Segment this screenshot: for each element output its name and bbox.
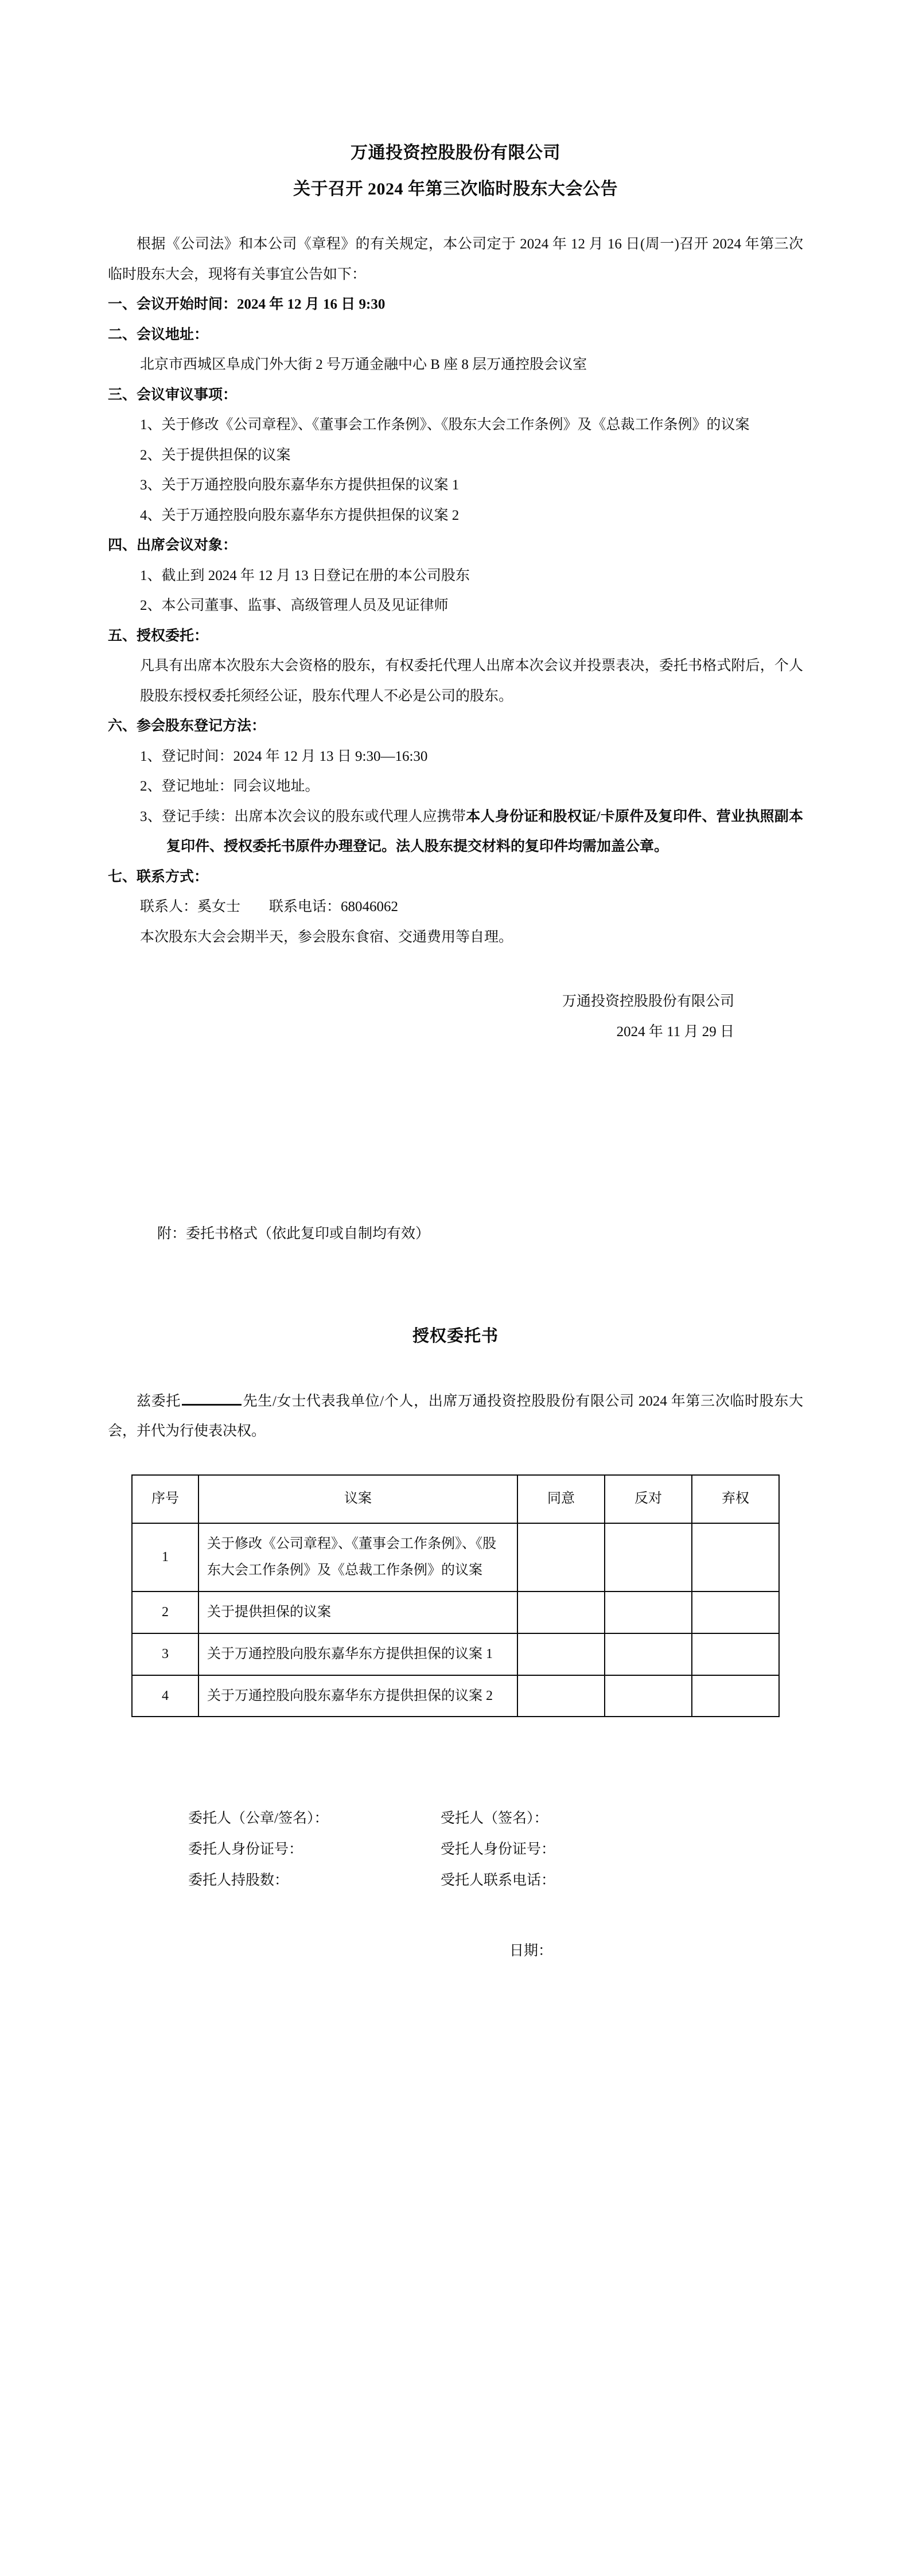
proxy-form-title: 授权委托书 (412, 1326, 499, 1345)
agenda-item-label: 4、关于万通控股向股东嘉华东方提供担保的议案 2 (140, 507, 460, 523)
row-index: 4 (132, 1675, 198, 1717)
table-row (132, 1633, 779, 1675)
proxy-date-label: 日期： (509, 1943, 553, 1959)
spacer (108, 205, 803, 229)
principal-shares-label: 委托人持股数： (188, 1872, 289, 1888)
principal-fields-column (188, 1803, 441, 1896)
spacer (108, 1347, 803, 1387)
column-header-abstain: 弃权 (692, 1475, 779, 1523)
proxy-authorization-text: 凡具有出席本次股东大会资格的股东，有权委托代理人出席本次会议并投票表决，委托书格式附后，个人股股东授权委托须经公证，股东代理人不必是公司的股东。 (140, 658, 803, 704)
trustee-phone-label: 受托人联系电话： (441, 1872, 556, 1888)
row-abstain-cell[interactable] (692, 1591, 779, 1633)
row-agree-cell[interactable] (517, 1523, 605, 1592)
registration-item (108, 772, 803, 802)
registration-item (108, 742, 803, 772)
meeting-expense-note: 本次股东大会会期半天，参会股东食宿、交通费用等自理。 (140, 929, 513, 945)
attendee-item-label: 1、截止到 2024 年 12 月 13 日登记在册的本公司股东 (140, 567, 470, 583)
principal-id-label: 委托人身份证号： (188, 1842, 303, 1858)
row-index: 3 (132, 1633, 198, 1675)
contact-person-line: 联系人：奚女士 联系电话：68046062 (140, 899, 399, 915)
row-index: 1 (132, 1523, 198, 1592)
section-meeting-address-heading: 二、会议地址： (108, 326, 209, 343)
table-row (132, 1591, 779, 1633)
attendee-item (108, 561, 803, 592)
agenda-item-label: 3、关于万通控股向股东嘉华东方提供担保的议案 1 (140, 477, 460, 493)
section-agenda-heading: 三、会议审议事项： (108, 387, 238, 403)
signature-fields-block (108, 1803, 803, 1896)
column-header-motion: 议案 (198, 1475, 517, 1523)
row-against-cell[interactable] (605, 1675, 692, 1717)
section-meeting-time-heading: 一、会议开始时间：2024 年 12 月 16 日 9:30 (108, 297, 386, 312)
row-motion-text: 关于万通控股向股东嘉华东方提供担保的议案 1 (198, 1633, 517, 1675)
spacer (108, 1447, 803, 1474)
intro-paragraph: 根据《公司法》和本公司《章程》的有关规定，本公司定于 2024 年 12 月 16 日(周一)召开 2024 年第三次临时股东大会，现将有关事宜公告如下： (108, 236, 803, 282)
section-contact-heading: 七、联系方式： (108, 869, 209, 885)
attendee-item-label: 2、本公司董事、监事、高级管理人员及见证律师 (140, 598, 449, 613)
column-header-agree: 同意 (517, 1475, 605, 1523)
meeting-address-text: 北京市西城区阜成门外大街 2 号万通金融中心 B 座 8 层万通控股会议室 (140, 357, 587, 372)
principal-signature-label: 委托人（公章/签名）： (188, 1811, 329, 1827)
row-against-cell[interactable] (605, 1591, 692, 1633)
principal-name-blank[interactable] (182, 1404, 242, 1406)
row-abstain-cell[interactable] (692, 1523, 779, 1592)
trustee-signature-label: 受托人（签名）： (441, 1811, 548, 1827)
registration-address-label: 2、登记地址：同会议地址。 (140, 779, 320, 794)
signoff-block (108, 987, 803, 1047)
registration-time-label: 1、登记时间：2024 年 12 月 13 日 9:30—16:30 (140, 748, 428, 764)
row-motion-text: 关于万通控股向股东嘉华东方提供担保的议案 2 (198, 1675, 517, 1717)
table-header-row (132, 1475, 779, 1523)
announcement-title: 关于召开 2024 年第三次临时股东大会公告 (293, 180, 618, 199)
trustee-id-label: 受托人身份证号： (441, 1842, 556, 1858)
registration-procedure-bold: 本人身份证和股权证/卡原件及复印件、营业执照副本复印件、授权委托书原件办理登记。法人股东提交材料的复印件均需加盖公章。 (166, 808, 803, 854)
spacer (108, 1896, 803, 1936)
proxy-form-body (108, 1387, 803, 1447)
spacer (108, 1717, 803, 1803)
row-motion-text: 关于修改《公司章程》、《董事会工作条例》、《股东大会工作条例》及《总裁工作条例》的议案 (198, 1523, 517, 1592)
spacer (108, 1250, 803, 1323)
proxy-body-prefix: 兹委托 (137, 1393, 181, 1409)
table-row (132, 1675, 779, 1717)
row-agree-cell[interactable] (517, 1675, 605, 1717)
proxy-vote-table (131, 1474, 780, 1718)
attendee-item (108, 591, 803, 621)
row-against-cell[interactable] (605, 1633, 692, 1675)
section-attendees-heading: 四、出席会议对象： (108, 538, 238, 553)
table-row (132, 1523, 779, 1592)
section-proxy-authorization-heading: 五、授权委托： (108, 628, 209, 644)
registration-procedure-prefix: 3、登记手续：出席本次会议的股东或代理人应携带 (140, 808, 466, 824)
column-header-index: 序号 (132, 1475, 198, 1523)
row-agree-cell[interactable] (517, 1591, 605, 1633)
trustee-fields-column (441, 1803, 693, 1896)
row-abstain-cell[interactable] (692, 1675, 779, 1717)
section-registration-heading: 六、参会股东登记方法： (108, 718, 266, 734)
attachment-note: 附：委托书格式（依此复印或自制均有效） (157, 1226, 430, 1242)
column-header-against: 反对 (605, 1475, 692, 1523)
proxy-body-suffix: 先生/女士代表我单位/个人，出席万通投资控股股份有限公司 2024 年第三次临时股东大会，并代为行使表决权。 (108, 1393, 803, 1439)
agenda-item-label: 1、关于修改《公司章程》、《董事会工作条例》、《股东大会工作条例》及《总裁工作条例》的议案 (140, 417, 750, 433)
signoff-date: 2024 年 11 月 29 日 (616, 1024, 734, 1040)
signoff-company-name: 万通投资控股股份有限公司 (562, 994, 734, 1009)
row-index: 2 (132, 1591, 198, 1633)
agenda-item-label: 2、关于提供担保的议案 (140, 447, 291, 463)
agenda-item (108, 441, 803, 471)
agenda-item (108, 410, 803, 441)
page-break-gap (108, 1047, 803, 1219)
company-name-title: 万通投资控股股份有限公司 (351, 143, 560, 162)
registration-procedure-label (140, 802, 803, 862)
row-motion-text: 关于提供担保的议案 (198, 1591, 517, 1633)
agenda-item (108, 470, 803, 501)
row-against-cell[interactable] (605, 1523, 692, 1592)
row-abstain-cell[interactable] (692, 1633, 779, 1675)
agenda-item (108, 501, 803, 531)
registration-item (108, 802, 803, 862)
row-agree-cell[interactable] (517, 1633, 605, 1675)
